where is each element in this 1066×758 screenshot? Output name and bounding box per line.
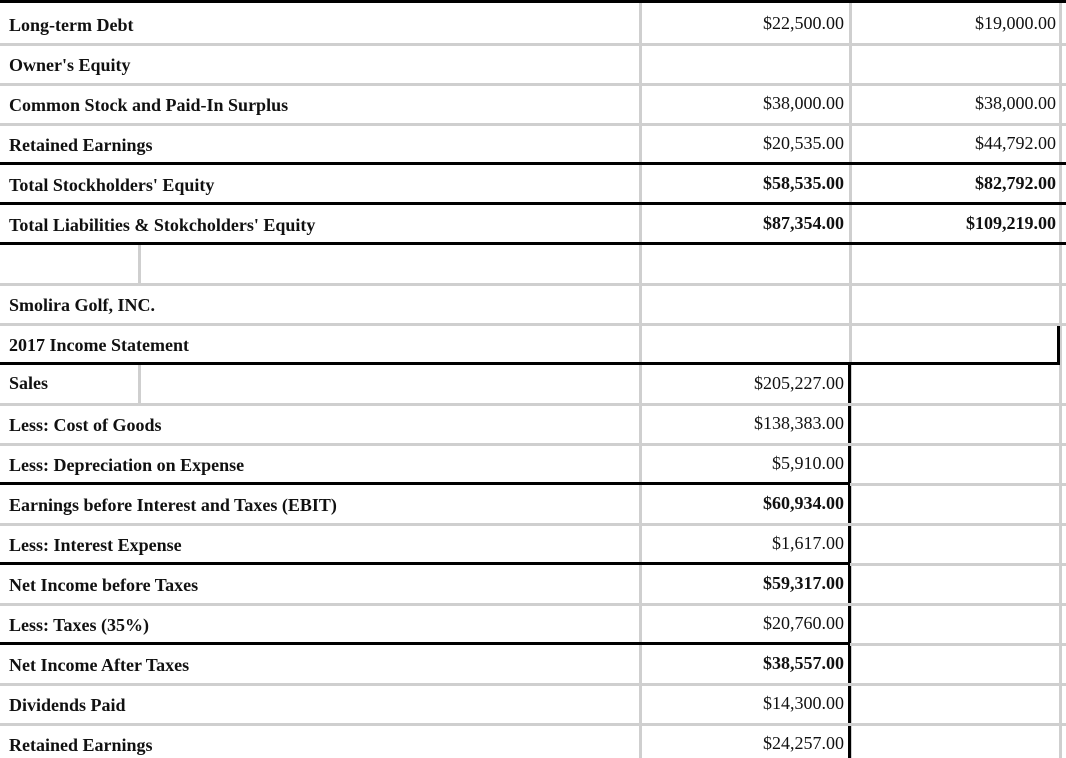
empty-row[interactable]: [0, 245, 1066, 284]
row-label: Long-term Debt: [9, 15, 134, 35]
row-label: Total Liabilities & Stokcholders' Equity: [9, 215, 316, 235]
value-cell[interactable]: $87,354.00: [763, 213, 844, 233]
header-border: [1057, 326, 1060, 364]
table-row[interactable]: [0, 564, 1066, 604]
value-cell[interactable]: $38,000.00: [975, 93, 1056, 113]
table-row[interactable]: [0, 124, 1066, 164]
row-label: Net Income After Taxes: [9, 655, 190, 675]
table-row[interactable]: [0, 444, 1066, 484]
value-cell[interactable]: $19,000.00: [975, 13, 1056, 33]
value-cell[interactable]: $22,500.00: [763, 13, 844, 33]
statement-title: 2017 Income Statement: [9, 335, 189, 355]
value-cell[interactable]: $58,535.00: [763, 173, 844, 193]
table-row[interactable]: [0, 364, 1066, 404]
table-row[interactable]: [0, 324, 1066, 364]
value-cell[interactable]: $109,219.00: [966, 213, 1056, 233]
table-row[interactable]: [0, 404, 1066, 444]
table-row[interactable]: [0, 524, 1066, 564]
table-row[interactable]: [0, 4, 1066, 44]
table-row[interactable]: [0, 604, 1066, 644]
value-cell[interactable]: $20,760.00: [763, 613, 844, 633]
value-cell[interactable]: $1,617.00: [772, 533, 844, 553]
table-row[interactable]: [0, 484, 1066, 524]
row-label: Owner's Equity: [9, 55, 131, 75]
table-row[interactable]: [0, 284, 1066, 324]
row-label: Dividends Paid: [9, 695, 126, 715]
row-label: Total Stockholders' Equity: [9, 175, 215, 195]
row-label: Less: Interest Expense: [9, 535, 182, 555]
row-label: Earnings before Interest and Taxes (EBIT): [9, 495, 337, 515]
table-row[interactable]: [0, 644, 1066, 684]
row-label: Less: Cost of Goods: [9, 415, 162, 435]
value-cell[interactable]: $205,227.00: [754, 373, 844, 393]
value-cell[interactable]: $38,000.00: [763, 93, 844, 113]
row-label: Retained Earnings: [9, 735, 153, 755]
value-cell[interactable]: $38,557.00: [763, 653, 844, 673]
value-cell[interactable]: $59,317.00: [763, 573, 844, 593]
row-label: Less: Depreciation on Expense: [9, 455, 245, 475]
table-row[interactable]: [0, 84, 1066, 124]
value-cell[interactable]: $20,535.00: [763, 133, 844, 153]
row-label: Sales: [9, 373, 49, 393]
row-label: Common Stock and Paid-In Surplus: [9, 95, 289, 115]
value-cell[interactable]: $5,910.00: [772, 453, 844, 473]
value-cell[interactable]: $44,792.00: [975, 133, 1056, 153]
table-row[interactable]: [0, 164, 1066, 204]
value-cell[interactable]: $60,934.00: [763, 493, 844, 513]
row-label: Retained Earnings: [9, 135, 153, 155]
company-name: Smolira Golf, INC.: [9, 295, 155, 315]
table-row[interactable]: [0, 684, 1066, 724]
value-cell[interactable]: $24,257.00: [763, 733, 844, 753]
value-cell[interactable]: $82,792.00: [975, 173, 1056, 193]
top-border: [0, 0, 1066, 3]
table-row[interactable]: [0, 724, 1066, 758]
value-cell[interactable]: $14,300.00: [763, 693, 844, 713]
table-row[interactable]: [0, 204, 1066, 244]
value-cell[interactable]: $138,383.00: [754, 413, 844, 433]
table-row[interactable]: [0, 44, 1066, 84]
row-label: Less: Taxes (35%): [9, 615, 150, 635]
row-label: Net Income before Taxes: [9, 575, 199, 595]
